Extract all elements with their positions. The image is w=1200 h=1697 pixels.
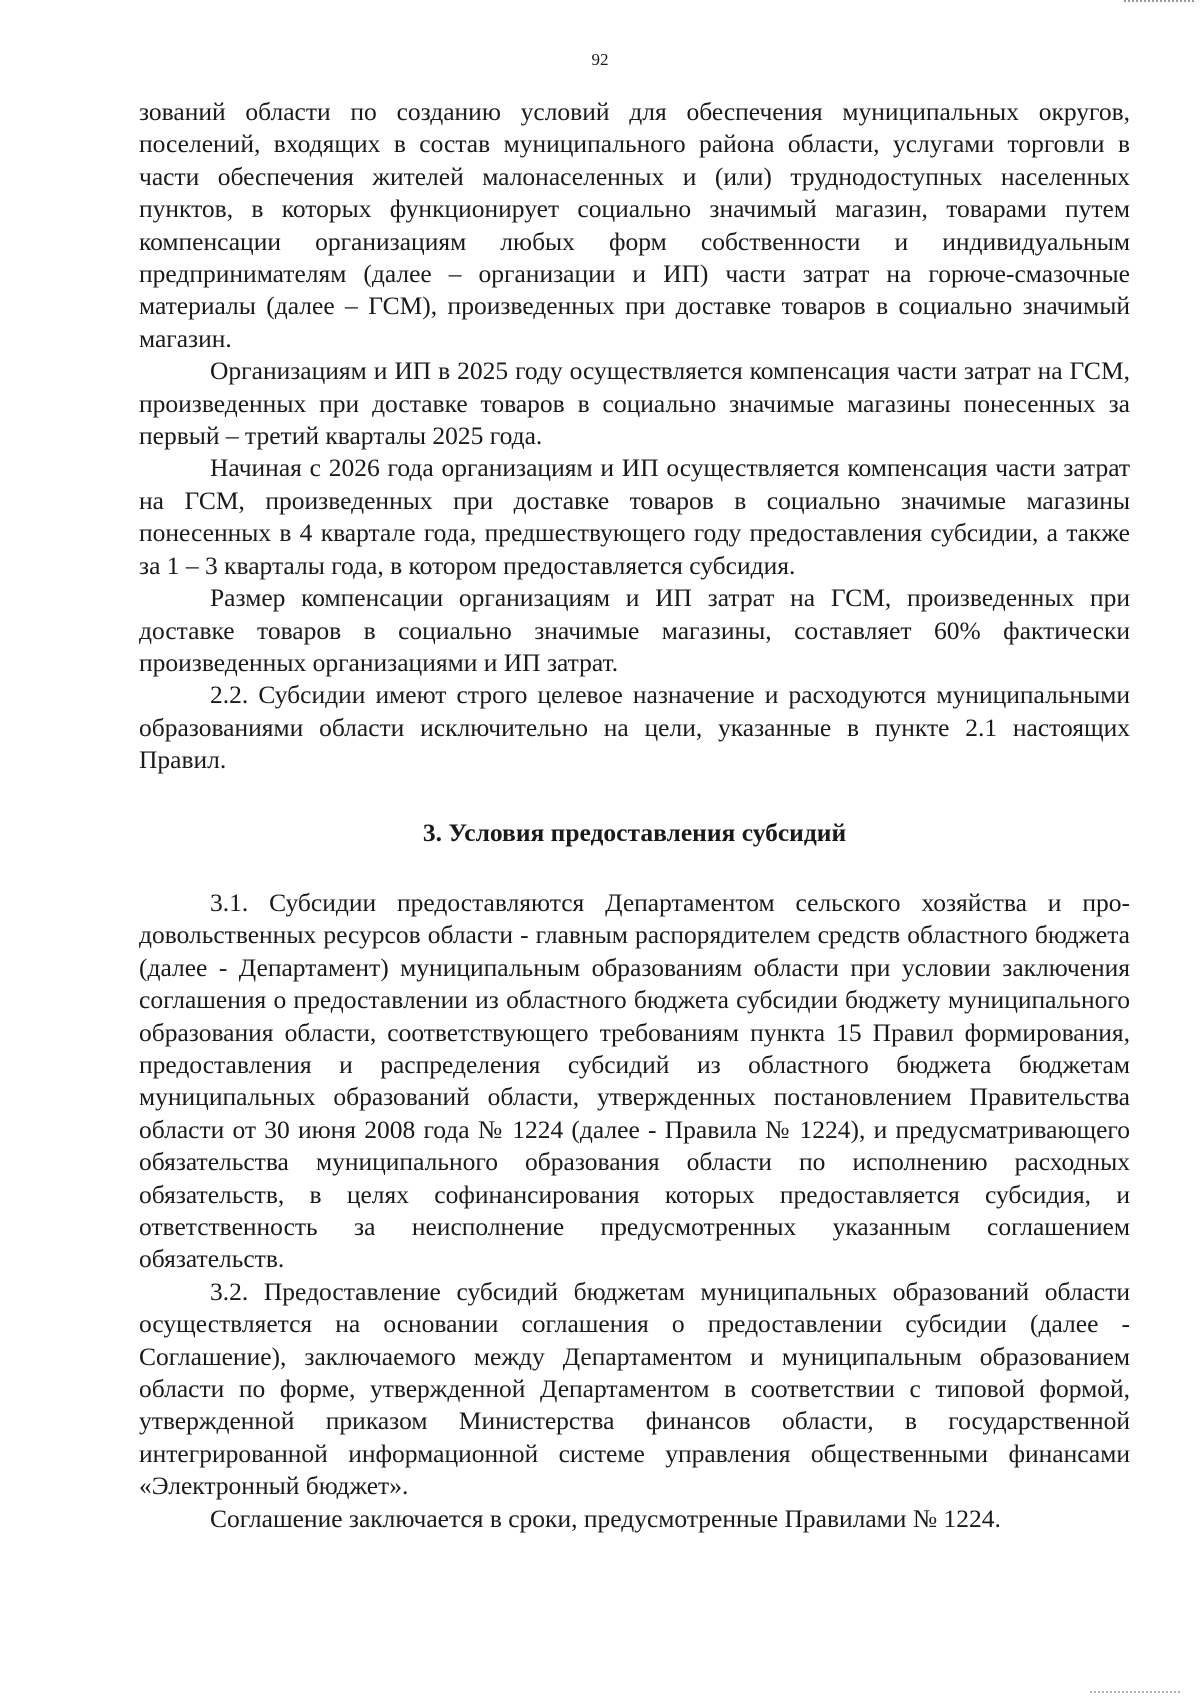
paragraph-compensation-size: Размер компенсации организациям и ИП затрат на ГСМ, произведенных при доставке товаров в социально значимые магазины, составляет 60% фактически произведенных организациями и ИП затрат.: [139, 583, 1130, 677]
section-heading: 3. Условия предоставления субсидий: [422, 817, 847, 847]
page-number: 92: [591, 50, 609, 69]
paragraph-clause-3-1: 3.1. Субсидии предоставляются Департаментом сельского хозяйства и продовольственных ресурсов области - главным распорядителем средств областного бюджета (далее - Департамент) муниципальным образованиям области при условии заключения соглашения о предоставлении из областного бюджета субсидии бюджету муниципального образования области, соответствующего требованиям пункта 15 Правил формирования, предоставления и распределения субсидий из областного бюджета бюджетам муниципальных образований области, утвержденных постановлением Правительства области от 30 июня 2008 года № 1224 (далее - Правила № 1224), и предусматривающего обязательства муниципального образования области по исполнению расходных обязательств, в целях софинансирования которых предоставляется субсидия, и ответственность за неисполнение предусмотренных указанным соглашением обязательств.: [139, 887, 1130, 1274]
paragraph-2026-compensation: Начиная с 2026 года организациям и ИП осуществляется компенсация части затрат на ГСМ, произведенных при доставке товаров в социально значимые магазины понесенных в 4 квартале года, предшествующего году предоставления субсидии, а также за 1 – 3 кварталы года, в котором предоставляется субсидия.: [139, 453, 1130, 580]
document-body: [139, 96, 1130, 1535]
paragraph-clause-2-2: 2.2. Субсидии имеют строго целевое назначение и расходуются муниципальными образованиями области исключительно на цели, указанные в пункте 2.1 настоящих Правил.: [139, 680, 1130, 775]
paragraph-continuation: зований области по созданию условий для обеспечения муниципальных округов, поселений, входящих в состав муниципального района области, услугами торговли в части обеспечения жителей малонаселенных и (или) труднодоступных населенных пунктов, в которых функционирует социально значимый магазин, товарами путем компенсации организациям любых форм собственности и индивидуальным предпринимателям (далее – организации и ИП) части затрат на горюче-смазочные материалы (далее – ГСМ), произведенных при доставке товаров в социально значимый магазин.: [139, 97, 1130, 353]
paragraph-2025-compensation: Организациям и ИП в 2025 году осуществляется компенсация части затрат на ГСМ, произведенных при доставке товаров в социально значимые магазины понесенных за первый – третий кварталы 2025 года.: [139, 356, 1130, 451]
paragraph-clause-3-2: 3.2. Предоставление субсидий бюджетам муниципальных образований области осуществляется на основании соглашения о предоставлении субсидии (далее - Соглашение), заключаемого между Департаментом и муниципальным образованием области по форме, утвержденной Департаментом в соответствии с типовой формой, утвержденной приказом Министерства финансов области, в государственной интегрированной информационной системе управления общественными финансами «Электронный бюджет».: [139, 1276, 1130, 1501]
paragraph-agreement-terms: Соглашение заключается в сроки, предусмотренные Правилами № 1224.: [210, 1503, 1001, 1533]
scan-edge-mark: [1124, 0, 1194, 8]
scan-edge-mark-bottom: [1090, 1687, 1180, 1693]
